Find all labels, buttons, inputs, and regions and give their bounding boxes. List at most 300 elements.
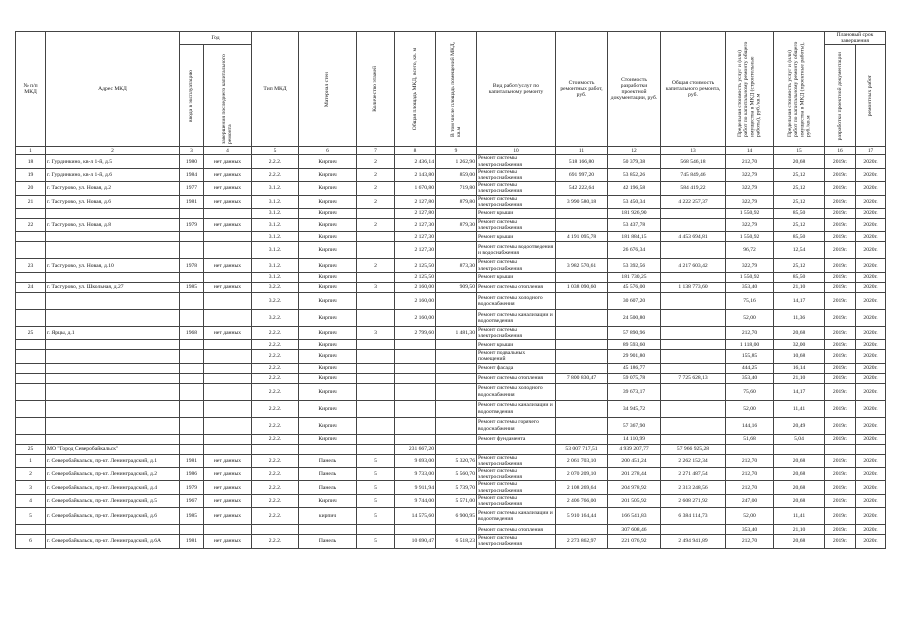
table-cell: 201 278,44 (608, 468, 661, 481)
table-cell (436, 232, 477, 242)
table-cell: 2 (357, 259, 395, 272)
table-cell: Кирпич (299, 434, 357, 444)
table-cell: Ремонт крыши (477, 340, 556, 350)
table-cell: 2.2.2. (252, 326, 299, 339)
table-cell (661, 350, 726, 363)
table-cell: 2 273 862,97 (556, 535, 608, 548)
table-cell: 2 (16, 468, 46, 481)
table-cell: 2 061 703,10 (556, 454, 608, 467)
table-cell (204, 309, 252, 326)
table-cell: г. Гурдинкино, кв-л 1-й, д.6 (46, 168, 180, 181)
table-cell: 25 (16, 444, 46, 454)
table-cell: 52,00 (726, 309, 774, 326)
table-cell (357, 444, 395, 454)
table-cell: 2 (357, 168, 395, 181)
table-cell: 45 576,00 (608, 282, 661, 292)
table-cell (16, 434, 46, 444)
table-cell: 25,12 (774, 259, 825, 272)
table-cell (357, 309, 395, 326)
table-cell: 2 494 941,89 (661, 535, 726, 548)
table-cell: 21,10 (774, 373, 825, 383)
table-row (16, 494, 886, 507)
table-cell: 32,00 (774, 340, 825, 350)
table-cell: 20,68 (774, 155, 825, 168)
table-cell: 2019г. (825, 494, 856, 507)
table-body (16, 147, 886, 548)
table-cell (46, 383, 180, 400)
table-cell: 5 320,76 (436, 454, 477, 467)
table-cell: 2019г. (825, 272, 856, 282)
table-cell: 2019г. (825, 525, 856, 535)
table-cell: 20 (16, 182, 46, 195)
table-cell (180, 444, 204, 454)
table-cell: 3 (357, 282, 395, 292)
table-cell: 1985 (180, 282, 204, 292)
table-cell (661, 434, 726, 444)
table-cell: 20,68 (774, 468, 825, 481)
table-cell: 53 007 717,51 (556, 444, 608, 454)
table-cell: 204 978,92 (608, 481, 661, 494)
table-cell: 2 108 269,64 (556, 481, 608, 494)
table-cell (556, 219, 608, 232)
table-cell: 20,68 (774, 454, 825, 467)
table-cell: 3 (357, 326, 395, 339)
table-cell (204, 417, 252, 434)
table-cell: 879,30 (436, 219, 477, 232)
table-cell: 2020г. (856, 454, 886, 467)
table-cell: 518 166,80 (556, 155, 608, 168)
table-cell (726, 444, 774, 454)
table-cell: 7 725 628,13 (661, 373, 726, 383)
table-cell (556, 272, 608, 282)
table-cell: 5 (357, 535, 395, 548)
table-cell (357, 363, 395, 373)
table-cell: Кирпич (299, 373, 357, 383)
table-cell: 5,04 (774, 434, 825, 444)
table-cell: 3 982 570,61 (556, 259, 608, 272)
table-cell: 2019г. (825, 219, 856, 232)
table-cell: 2020г. (856, 326, 886, 339)
table-cell: 2 (357, 182, 395, 195)
table-cell: 2 (357, 195, 395, 208)
table-cell (436, 417, 477, 434)
table-cell: 2.2.2. (252, 417, 299, 434)
table-cell (436, 340, 477, 350)
table-row (16, 232, 886, 242)
table-cell: 42 196,58 (608, 182, 661, 195)
table-cell: 4 217 603,42 (661, 259, 726, 272)
table-cell: 2019г. (825, 373, 856, 383)
table-cell: нет данных (204, 259, 252, 272)
table-cell: 16,14 (774, 363, 825, 373)
table-row (16, 400, 886, 417)
table-cell: 1 038 090,60 (556, 282, 608, 292)
table-cell: Ремонт системы электроснабжения (477, 259, 556, 272)
table-cell: 322,79 (726, 182, 774, 195)
table-cell: 75,16 (726, 292, 774, 309)
table-cell: 212,70 (726, 468, 774, 481)
table-cell (180, 309, 204, 326)
table-cell: 2.2.2. (252, 535, 299, 548)
table-cell: 212,70 (726, 326, 774, 339)
table-cell: 2019г. (825, 326, 856, 339)
table-row (16, 481, 886, 494)
table-cell: кирпич (299, 508, 357, 525)
capital-repair-table (15, 31, 886, 549)
table-cell: 57 890,96 (608, 326, 661, 339)
table-row (16, 508, 886, 525)
table-cell: 2 127,30 (395, 242, 436, 259)
table-cell: 2019г. (825, 232, 856, 242)
table-cell (16, 309, 46, 326)
header-plan-design: разработки проектной документации (825, 45, 856, 147)
table-row (16, 155, 886, 168)
table-cell: Кирпич (299, 232, 357, 242)
table-cell: Панель (299, 481, 357, 494)
table-cell (436, 525, 477, 535)
table-cell: г. Северобайкальск, пр-кт. Ленинградский, д.6 (46, 508, 180, 525)
table-cell: 322,79 (726, 195, 774, 208)
table-cell (180, 242, 204, 259)
table-cell: 29 901,80 (608, 350, 661, 363)
table-cell (16, 400, 46, 417)
table-cell (46, 272, 180, 282)
table-cell: Кирпич (299, 340, 357, 350)
table-cell: 2020г. (856, 242, 886, 259)
table-cell: 2 127,30 (395, 232, 436, 242)
table-cell: 53 437,78 (608, 219, 661, 232)
table-cell (46, 350, 180, 363)
table-row (16, 219, 886, 232)
table-cell: 212,70 (726, 454, 774, 467)
table-cell: Кирпич (299, 282, 357, 292)
table-cell (556, 340, 608, 350)
table-cell: 2 160,00 (395, 309, 436, 326)
table-cell: Ремонт системы отопления (477, 373, 556, 383)
table-cell: 2 271 487,54 (661, 468, 726, 481)
table-cell: 2020г. (856, 182, 886, 195)
table-cell: 144,16 (726, 417, 774, 434)
table-cell: 25,12 (774, 219, 825, 232)
table-cell: г. Северобайкальск, пр-кт. Ленинградский, д.4 (46, 481, 180, 494)
table-cell (299, 444, 357, 454)
table-cell: 1977 (180, 182, 204, 195)
table-cell (46, 232, 180, 242)
table-cell: 14,17 (774, 292, 825, 309)
table-cell: Ремонт системы отопления (477, 282, 556, 292)
table-cell: Ремонт системы электроснабжения (477, 481, 556, 494)
table-cell: 166 541,83 (608, 508, 661, 525)
col-number: 1 (16, 147, 46, 155)
table-cell: 9 733,00 (395, 468, 436, 481)
table-cell: Ремонт системы канализации и водоотведения (477, 309, 556, 326)
table-cell: 2020г. (856, 219, 886, 232)
table-cell (436, 309, 477, 326)
table-cell (436, 444, 477, 454)
table-cell (204, 444, 252, 454)
table-cell: 2 127,30 (395, 219, 436, 232)
table-cell: 2020г. (856, 272, 886, 282)
table-row (16, 292, 886, 309)
table-cell: 2020г. (856, 373, 886, 383)
col-number: 16 (825, 147, 856, 155)
table-cell (661, 340, 726, 350)
table-cell (204, 350, 252, 363)
table-cell (16, 350, 46, 363)
table-cell: 5 (357, 468, 395, 481)
table-cell: 25,12 (774, 182, 825, 195)
table-cell: 2020г. (856, 363, 886, 373)
table-cell: Ремонт крыши (477, 232, 556, 242)
table-cell: 719,80 (436, 182, 477, 195)
table-cell: 2020г. (856, 494, 886, 507)
table-cell (180, 383, 204, 400)
table-cell: 2019г. (825, 468, 856, 481)
table-cell: 859,00 (436, 168, 477, 181)
table-cell (46, 242, 180, 259)
table-cell: 2 127,80 (395, 195, 436, 208)
table-cell: 20,68 (774, 535, 825, 548)
table-cell: нет данных (204, 168, 252, 181)
table-cell: 1984 (180, 168, 204, 181)
table-cell: г. Ярцы, д.1 (46, 326, 180, 339)
table-cell: 568 546,18 (661, 155, 726, 168)
table-cell: 2019г. (825, 195, 856, 208)
table-cell: Кирпич (299, 292, 357, 309)
table-cell (357, 350, 395, 363)
header-limit-build: Предельная стоимость услуг и (или) работ по капитальному ремонту общего имущества в МКД (строительные работы), руб./кв.м (726, 32, 774, 147)
table-cell: 34 945,72 (608, 400, 661, 417)
table-cell (180, 400, 204, 417)
table-cell (661, 242, 726, 259)
table-cell (556, 242, 608, 259)
table-cell: Ремонт подвальных помещений (477, 350, 556, 363)
table-row (16, 272, 886, 282)
table-cell (16, 209, 46, 219)
table-cell: г. Тасгурово, ул. Новая, д.6 (46, 195, 180, 208)
table-cell (204, 434, 252, 444)
table-cell: 30 607,20 (608, 292, 661, 309)
table-cell: 50 379,38 (608, 155, 661, 168)
table-cell (556, 350, 608, 363)
table-cell (204, 363, 252, 373)
table-cell (661, 292, 726, 309)
table-cell: 5 910 164,44 (556, 508, 608, 525)
table-cell: 2020г. (856, 259, 886, 272)
table-cell: Кирпич (299, 242, 357, 259)
table-cell: г. Гурдинкино, кв-л 1-й, д.5 (46, 155, 180, 168)
table-cell: 584 419,22 (661, 182, 726, 195)
table-cell: 5 739,70 (436, 481, 477, 494)
table-cell (395, 417, 436, 434)
table-cell: 4 453 694,81 (661, 232, 726, 242)
header-last-repair-year: завершения последнего капитального ремонта (204, 45, 252, 147)
table-cell: 2.2.2. (252, 363, 299, 373)
table-row (16, 454, 886, 467)
table-cell: 89 593,60 (608, 340, 661, 350)
table-cell (204, 400, 252, 417)
col-number: 6 (299, 147, 357, 155)
table-cell: 6 900,95 (436, 508, 477, 525)
table-cell (16, 383, 46, 400)
table-row (16, 182, 886, 195)
table-cell (180, 340, 204, 350)
table-cell (436, 242, 477, 259)
table-row (16, 535, 886, 548)
table-row (16, 340, 886, 350)
table-cell (46, 434, 180, 444)
table-cell (395, 363, 436, 373)
table-cell: Ремонт системы электроснабжения (477, 494, 556, 507)
table-cell: 1981 (180, 535, 204, 548)
col-number: 4 (204, 147, 252, 155)
header-plan-works: ремонтных работ (856, 45, 886, 147)
table-cell: 2019г. (825, 508, 856, 525)
col-number: 13 (661, 147, 726, 155)
table-cell: 2019г. (825, 481, 856, 494)
table-cell: 85,50 (774, 209, 825, 219)
table-cell (180, 373, 204, 383)
table-cell: 14,17 (774, 383, 825, 400)
table-row (16, 468, 886, 481)
table-cell: 4 (16, 494, 46, 507)
table-cell: Ремонт системы водоотведения и водоснабжения (477, 242, 556, 259)
table-cell: 2020г. (856, 400, 886, 417)
table-cell (204, 272, 252, 282)
table-cell (16, 340, 46, 350)
table-cell: 181 730,25 (608, 272, 661, 282)
table-cell: 201 505,92 (608, 494, 661, 507)
table-cell (556, 525, 608, 535)
table-cell (46, 525, 180, 535)
table-cell: Ремонт системы канализации и водоотведения (477, 400, 556, 417)
table-cell: 24 500,80 (608, 309, 661, 326)
table-cell: 85,50 (774, 272, 825, 282)
table-cell: 3.1.2. (252, 219, 299, 232)
table-cell (556, 309, 608, 326)
header-num: № п/п МКД (16, 32, 46, 147)
table-cell: Ремонт системы горячего водоснабжения (477, 417, 556, 434)
table-cell: 2.2.2. (252, 350, 299, 363)
table-cell: 3.1.2. (252, 242, 299, 259)
table-cell: 85,50 (774, 232, 825, 242)
table-cell: 3.1.2. (252, 272, 299, 282)
table-cell: Ремонт системы электроснабжения (477, 454, 556, 467)
table-cell: 2 436,14 (395, 155, 436, 168)
table-cell: 2 313 248,56 (661, 481, 726, 494)
table-cell: 2.2.2. (252, 373, 299, 383)
table-cell: Ремонт системы отопления (477, 525, 556, 535)
table-cell: 9 693,00 (395, 454, 436, 467)
table-cell: 3.2.2. (252, 309, 299, 326)
table-cell: 2020г. (856, 232, 886, 242)
table-cell: 212,70 (726, 481, 774, 494)
table-cell: 181 884,15 (608, 232, 661, 242)
table-cell: 3 (16, 481, 46, 494)
table-cell: г. Тасгурово, ул. Школьная, д.27 (46, 282, 180, 292)
table-cell (395, 525, 436, 535)
table-cell (46, 417, 180, 434)
table-cell (661, 209, 726, 219)
table-cell: 3 990 580,18 (556, 195, 608, 208)
table-cell: 9 911,94 (395, 481, 436, 494)
table-cell: 3.1.2. (252, 232, 299, 242)
table-cell (357, 525, 395, 535)
table-cell: 52,00 (726, 508, 774, 525)
table-cell (180, 363, 204, 373)
table-cell: Кирпич (299, 219, 357, 232)
table-cell: нет данных (204, 535, 252, 548)
header-material: Материал стен (299, 32, 357, 147)
table-cell: Панель (299, 535, 357, 548)
table-cell (436, 383, 477, 400)
table-cell (180, 292, 204, 309)
table-cell: 11,41 (774, 400, 825, 417)
table-cell (180, 525, 204, 535)
table-cell: 10 690,47 (395, 535, 436, 548)
table-cell (436, 434, 477, 444)
table-cell: 1967 (180, 494, 204, 507)
table-cell: 2.2.2. (252, 155, 299, 168)
table-cell: 353,40 (726, 373, 774, 383)
table-cell: 2.2.2. (252, 508, 299, 525)
table-row (16, 363, 886, 373)
table-cell (357, 383, 395, 400)
table-cell: 2 799,60 (395, 326, 436, 339)
table-cell: 5 560,70 (436, 468, 477, 481)
table-cell: 2 608 271,92 (661, 494, 726, 507)
table-cell: нет данных (204, 219, 252, 232)
table-cell: Кирпич (299, 168, 357, 181)
table-cell (357, 209, 395, 219)
table-cell: 2020г. (856, 292, 886, 309)
table-cell (661, 525, 726, 535)
table-cell: 59 075,78 (608, 373, 661, 383)
table-cell: 221 076,92 (608, 535, 661, 548)
table-cell (556, 326, 608, 339)
table-cell: 20,68 (774, 481, 825, 494)
table-cell (46, 209, 180, 219)
col-number: 7 (357, 147, 395, 155)
table-cell: 2.2.2. (252, 400, 299, 417)
table-cell (46, 340, 180, 350)
table-cell: 2020г. (856, 434, 886, 444)
table-cell: 53 852,26 (608, 168, 661, 181)
table-cell: МО "Город Северобайкальск" (46, 444, 180, 454)
table-cell (395, 350, 436, 363)
table-cell: 1981 (180, 454, 204, 467)
table-cell: 2020г. (856, 282, 886, 292)
table-row (16, 350, 886, 363)
table-cell: 2019г. (825, 434, 856, 444)
table-cell: 5 (357, 508, 395, 525)
table-cell: 691 997,20 (556, 168, 608, 181)
table-cell: Кирпич (299, 326, 357, 339)
table-cell: 1 118,00 (726, 340, 774, 350)
table-cell: 57 367,90 (608, 417, 661, 434)
table-cell: 2019г. (825, 168, 856, 181)
table-cell: 2 160,00 (395, 282, 436, 292)
table-cell (395, 373, 436, 383)
table-cell: Ремонт крыши (477, 209, 556, 219)
table-cell (16, 272, 46, 282)
table-cell (395, 383, 436, 400)
table-cell (357, 272, 395, 282)
table-cell (357, 340, 395, 350)
table-cell (204, 383, 252, 400)
table-row (16, 383, 886, 400)
table-cell (774, 444, 825, 454)
